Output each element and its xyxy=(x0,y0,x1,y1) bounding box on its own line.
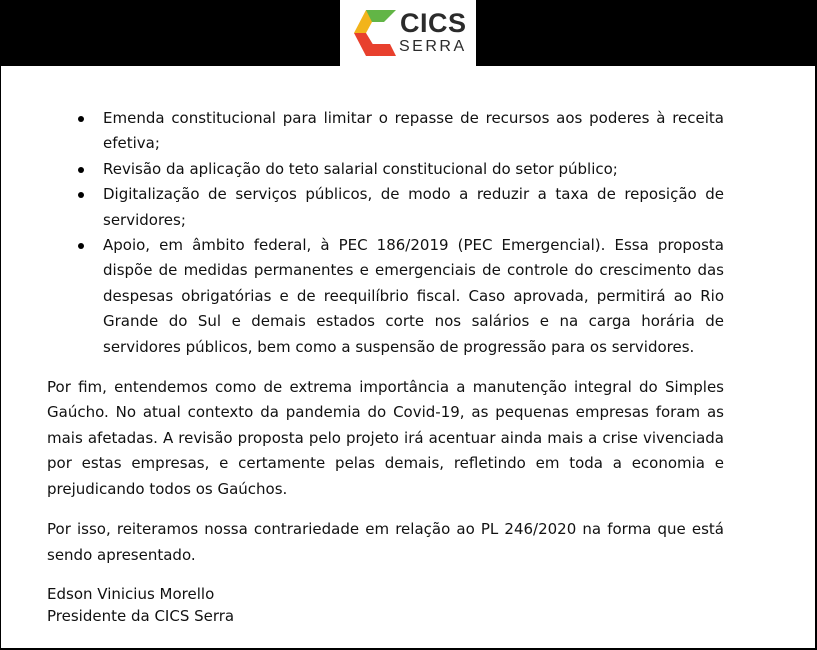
list-item: Digitalização de serviços públicos, de modo a reduzir a taxa de reposição de servidores; xyxy=(47,182,724,233)
signature-name: Edson Vinicius Morello xyxy=(47,584,215,603)
signature-block xyxy=(47,583,724,627)
list-item: Emenda constitucional para limitar o repasse de recursos aos poderes à receita efetiva; xyxy=(47,106,724,157)
list-item: Apoio, em âmbito federal, à PEC 186/2019 (PEC Emergencial). Essa proposta dispõe de medidas permanentes e emergenciais de controle do crescimento das despesas obrigatórias e de reequilíbrio fiscal. Caso aprovada, permitirá ao Rio Grande do Sul e demais estados corte nos salários e na carga horária de servidores públicos, bem como a suspensão de progressão para os servidores. xyxy=(47,233,724,360)
logo xyxy=(340,0,476,66)
document-body xyxy=(47,106,724,627)
paragraph-conclusion: Por isso, reiteramos nossa contrariedade em relação ao PL 246/2020 na forma que está sendo apresentado. xyxy=(47,520,724,564)
paragraph-simples-gaucho: Por fim, entendemos como de extrema importância a manutenção integral do Simples Gaúcho. No atual contexto da pandemia do Covid-19, as pequenas empresas foram as mais afetadas. A revisão proposta pelo projeto irá acentuar ainda mais a crise vivenciada por estas empresas, e certamente pelas demais, refletindo em toda a economia e prejudicando todos os Gaúchos. xyxy=(47,378,724,498)
header-band xyxy=(0,0,817,66)
cics-logo-mark-icon xyxy=(354,10,396,56)
signature-role: Presidente da CICS Serra xyxy=(47,606,235,625)
list-item: Revisão da aplicação do teto salarial constitucional do setor público; xyxy=(47,157,724,182)
logo-text-cics: CICS xyxy=(400,8,467,38)
document-page xyxy=(1,66,815,648)
bullet-list xyxy=(47,106,724,360)
logo-text-serra: SERRA xyxy=(399,38,467,55)
